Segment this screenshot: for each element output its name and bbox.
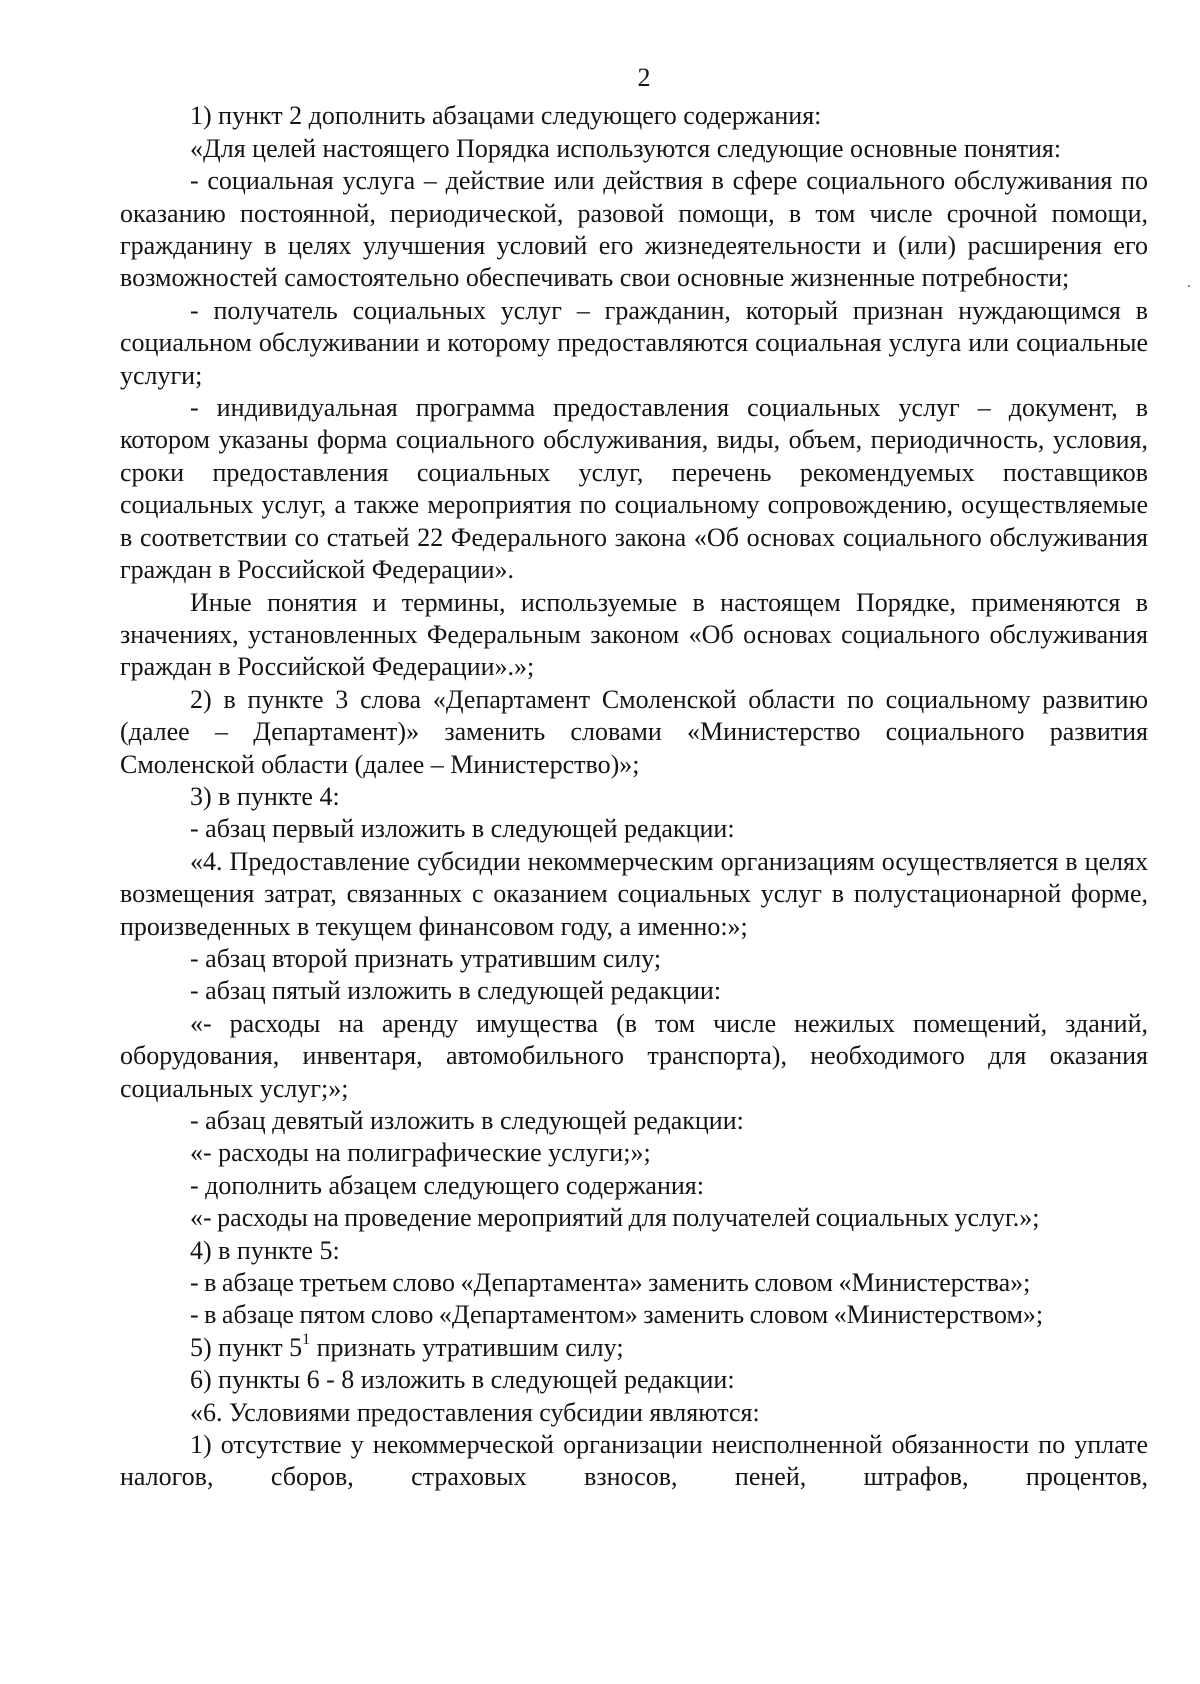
paragraph: 4) в пункте 5: [190,1235,340,1265]
paragraph: «Для целей настоящего Порядка используются следующие основные понятия: [190,133,1062,163]
paragraph: - абзац девятый изложить в следующей редакции: [190,1106,744,1135]
paragraph: 1) пункт 2 дополнить абзацами следующего содержания: [190,101,822,131]
paragraph: 1) отсутствие у некоммерческой организации неисполненной обязанности по уплате налогов, сборов, страховых взносов, пеней, штрафов, процентов, [120,1430,1148,1492]
item-5-superscript: 1 [302,1331,311,1349]
paragraph: - индивидуальная программа предоставления социальных услуг – документ, в котором указаны форма социального обслуживания, виды, объем, периодичность, условия, сроки предоставления социальных услуг, перечень рекомендуемых поставщиков социальных услуг, а также мероприятия по социальному сопровождению, осуществляемые в соответствии со статьей 22 Федерального закона «Об основах социального обслуживания граждан в Российской Федерации». [120,393,1148,585]
paragraph: 2) в пункте 3 слова «Департамент Смоленской области по социальному развитию (далее – Департамент)» заменить словами «Министерство социального развития Смоленской области (далее – Министерство)»; [120,684,1148,779]
paragraph: «- расходы на проведение мероприятий для получателей социальных услуг.»; [190,1203,1040,1233]
document-page [120,62,1148,1494]
paragraph: 3) в пункте 4: [190,781,340,811]
page-number: 2 [637,63,651,92]
paragraph: - получатель социальных услуг – гражданин, который признан нуждающимся в социальном обслуживании и которому предоставляются социальная услуга или социальные услуги; [120,295,1148,390]
paragraph: - абзац второй признать утратившим силу; [190,943,662,973]
paragraph: «- расходы на аренду имущества (в том числе нежилых помещений, зданий, оборудования, инвентаря, автомобильного транспорта), необходимого для оказания социальных услуг;»; [120,1008,1148,1103]
paragraph: - дополнить абзацем следующего содержания: [190,1170,704,1200]
paragraph: - в абзаце пятом слово «Департаментом» заменить словом «Министерством»; [190,1300,1044,1330]
paragraph: Иные понятия и термины, используемые в настоящем Порядке, применяются в значениях, установленных Федеральным законом «Об основах социального обслуживания граждан в Российской Федерации».»; [120,587,1148,682]
paragraph: - социальная услуга – действие или действия в сфере социального обслуживания по оказанию постоянной, периодической, разовой помощи, в том числе срочной помощи, гражданину в целях улучшения условий его жизнедеятельности и (или) расширения его возможностей самостоятельно обеспечивать свои основные жизненные потребности; [120,166,1148,293]
paragraph: - в абзаце третьем слово «Департамента» заменить словом «Министерства»; [190,1268,1031,1298]
paragraph: - абзац пятый изложить в следующей редакции: [190,976,722,1006]
paragraph: «4. Предоставление субсидии некоммерческим организациям осуществляется в целях возмещения затрат, связанных с оказанием социальных услуг в полустационарной форме, произведенных в текущем финансовом году, а именно:»; [120,846,1148,941]
paragraph: «6. Условиями предоставления субсидии являются: [190,1397,760,1427]
paragraph: «- расходы на полиграфические услуги;»; [190,1138,651,1168]
paragraph-item-5 [120,1332,1148,1364]
item-5-text: 5) пункт 5 [190,1332,303,1362]
paragraph: 6) пункты 6 - 8 изложить в следующей редакции: [190,1365,735,1395]
scan-speck [1188,285,1190,287]
paragraph: - абзац первый изложить в следующей редакции: [190,814,735,844]
item-5-text-rest: признать утратившим силу; [310,1332,624,1362]
